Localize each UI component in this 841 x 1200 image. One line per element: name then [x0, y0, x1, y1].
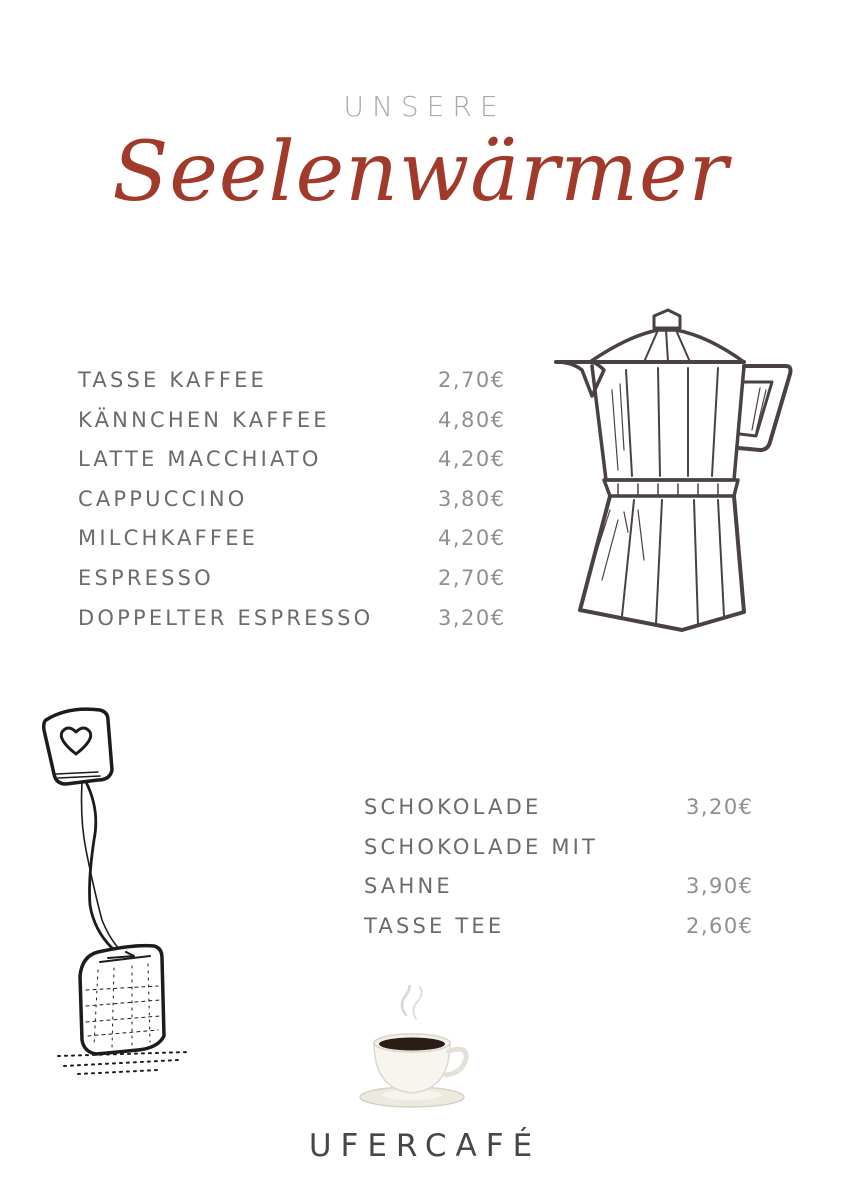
menu-item — [364, 874, 784, 914]
menu-item — [364, 835, 784, 875]
menu-item-name: ESPRESSO — [78, 565, 214, 590]
menu-item-name: SAHNE — [364, 874, 453, 899]
menu-item-price: 3,20€ — [438, 605, 506, 630]
menu-item-price: 4,20€ — [438, 447, 506, 472]
menu-item-name: LATTE MACCHIATO — [78, 447, 322, 472]
menu-item — [78, 526, 538, 566]
menu-item-price: 2,60€ — [686, 913, 754, 938]
menu-item-name: TASSE TEE — [364, 913, 505, 938]
menu-item — [78, 408, 538, 448]
menu-item-name: SCHOKOLADE MIT — [364, 834, 599, 859]
menu-item — [364, 795, 784, 835]
menu-item-price: 4,80€ — [438, 407, 506, 432]
menu-item-name: KÄNNCHEN KAFFEE — [78, 407, 330, 432]
menu-item — [78, 566, 538, 606]
menu-item-name: DOPPELTER ESPRESSO — [78, 605, 374, 630]
menu-item-name: CAPPUCCINO — [78, 486, 248, 511]
menu-item — [78, 487, 538, 527]
menu-item-price: 3,20€ — [686, 795, 754, 819]
menu-item-price: 3,90€ — [686, 874, 754, 899]
drinks-menu — [364, 795, 784, 953]
menu-item — [78, 368, 538, 408]
page-subtitle: UNSERE — [343, 90, 506, 123]
menu-item-price: 2,70€ — [438, 368, 506, 392]
menu-item — [78, 606, 538, 646]
menu-item-price: 2,70€ — [438, 565, 506, 590]
menu-item — [364, 914, 784, 954]
moka-pot-icon — [548, 300, 798, 640]
menu-item-name: TASSE KAFFEE — [78, 368, 268, 392]
tea-bag-icon — [38, 690, 198, 1085]
brand-name: UFERCAFÉ — [308, 1128, 542, 1164]
menu-item-price: 4,20€ — [438, 526, 506, 551]
page-title: Seelenwärmer — [112, 125, 729, 220]
menu-item-price: 3,80€ — [438, 486, 506, 511]
menu-item — [78, 447, 538, 487]
coffee-cup-icon — [350, 985, 480, 1115]
menu-item-name: MILCHKAFFEE — [78, 526, 259, 551]
coffee-menu — [78, 368, 538, 645]
menu-item-name: SCHOKOLADE — [364, 795, 542, 819]
